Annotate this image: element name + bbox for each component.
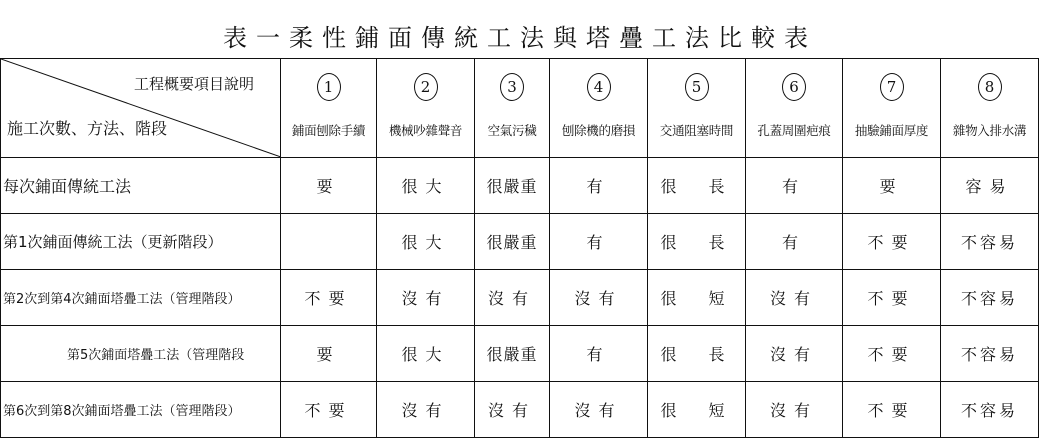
- column-header: [475, 59, 550, 158]
- table-cell: 有: [550, 214, 648, 270]
- table-title: 表一柔性鋪面傳統工法與塔疊工法比較表: [223, 24, 817, 52]
- table-cell: 很嚴重: [475, 326, 550, 382]
- column-label: 機械吵雜聲音: [388, 123, 463, 138]
- table-cell: 不要: [843, 326, 941, 382]
- table-row: [1, 382, 1039, 438]
- column-number: 5: [685, 73, 709, 101]
- table-cell: 很 長: [648, 214, 746, 270]
- column-label: 鋪面刨除手續: [291, 123, 366, 138]
- table-cell: 要: [281, 326, 377, 382]
- table-cell: 很大: [377, 326, 475, 382]
- column-header: [941, 59, 1039, 158]
- table-cell: 很 長: [648, 326, 746, 382]
- column-number: 1: [317, 73, 341, 101]
- corner-top-label: 工程概要項目說明: [133, 75, 254, 93]
- column-number: 2: [414, 73, 438, 101]
- column-label: 交通阻塞時間: [659, 123, 734, 138]
- table-cell: 很大: [377, 214, 475, 270]
- column-number: 3: [500, 73, 524, 101]
- table-cell: 沒有: [746, 270, 843, 326]
- table-cell: 沒有: [475, 382, 550, 438]
- column-number: 4: [587, 73, 611, 101]
- table-cell: 要: [843, 158, 941, 214]
- column-header: [377, 59, 475, 158]
- column-label: 刨除機的磨損: [561, 123, 636, 138]
- column-label: 雜物入排水溝: [952, 123, 1027, 138]
- table-cell: 沒有: [746, 382, 843, 438]
- table-cell: 很嚴重: [475, 214, 550, 270]
- corner-bottom-label: 施工次數、方法、階段: [7, 119, 168, 138]
- table-cell: 容易: [941, 158, 1039, 214]
- row-label: 每次鋪面傳統工法: [1, 158, 281, 214]
- table-cell: 沒有: [746, 326, 843, 382]
- table-cell: 很嚴重: [475, 158, 550, 214]
- table-row: [1, 214, 1039, 270]
- column-number: 6: [782, 73, 806, 101]
- row-label: 第2次到第4次鋪面塔疊工法（管理階段）: [1, 270, 281, 326]
- comparison-table: [0, 58, 1039, 438]
- table-cell: 有: [746, 214, 843, 270]
- table-cell: 不要: [843, 270, 941, 326]
- column-label: 孔蓋周圍疤痕: [757, 123, 831, 138]
- column-header: [843, 59, 941, 158]
- table-cell: 不容易: [941, 214, 1039, 270]
- table-cell: 沒有: [377, 382, 475, 438]
- row-label: 第1次鋪面傳統工法（更新階段）: [1, 214, 281, 270]
- corner-cell: [1, 59, 281, 158]
- table-cell: 沒有: [550, 270, 648, 326]
- header-row: [1, 59, 1039, 158]
- table-row: [1, 270, 1039, 326]
- column-header: [281, 59, 377, 158]
- column-number: 8: [978, 73, 1002, 101]
- table-cell: 有: [550, 158, 648, 214]
- table-cell: 不容易: [941, 382, 1039, 438]
- table-cell: 不要: [281, 270, 377, 326]
- column-number: 7: [880, 73, 904, 101]
- column-label: 空氣污穢: [487, 123, 537, 138]
- table-cell: 不要: [281, 382, 377, 438]
- row-label: 第6次到第8次鋪面塔疊工法（管理階段）: [1, 382, 281, 438]
- table-cell: 沒有: [475, 270, 550, 326]
- table-cell: [281, 214, 377, 270]
- table-cell: 有: [746, 158, 843, 214]
- table-cell: 不要: [843, 214, 941, 270]
- table-cell: 很 短: [648, 270, 746, 326]
- column-header: [648, 59, 746, 158]
- table-cell: 不容易: [941, 270, 1039, 326]
- table-cell: 要: [281, 158, 377, 214]
- row-label: 第5次鋪面塔疊工法（管理階段: [1, 326, 281, 382]
- table-cell: 不要: [843, 382, 941, 438]
- table-cell: 很 短: [648, 382, 746, 438]
- table-cell: 沒有: [550, 382, 648, 438]
- column-header: [550, 59, 648, 158]
- column-header: [746, 59, 843, 158]
- table-cell: 很 長: [648, 158, 746, 214]
- table-cell: 不容易: [941, 326, 1039, 382]
- column-label: 抽驗鋪面厚度: [854, 123, 929, 138]
- table-cell: 沒有: [377, 270, 475, 326]
- table-row: [1, 158, 1039, 214]
- table-cell: 很大: [377, 158, 475, 214]
- table-row: [1, 326, 1039, 382]
- table-cell: 有: [550, 326, 648, 382]
